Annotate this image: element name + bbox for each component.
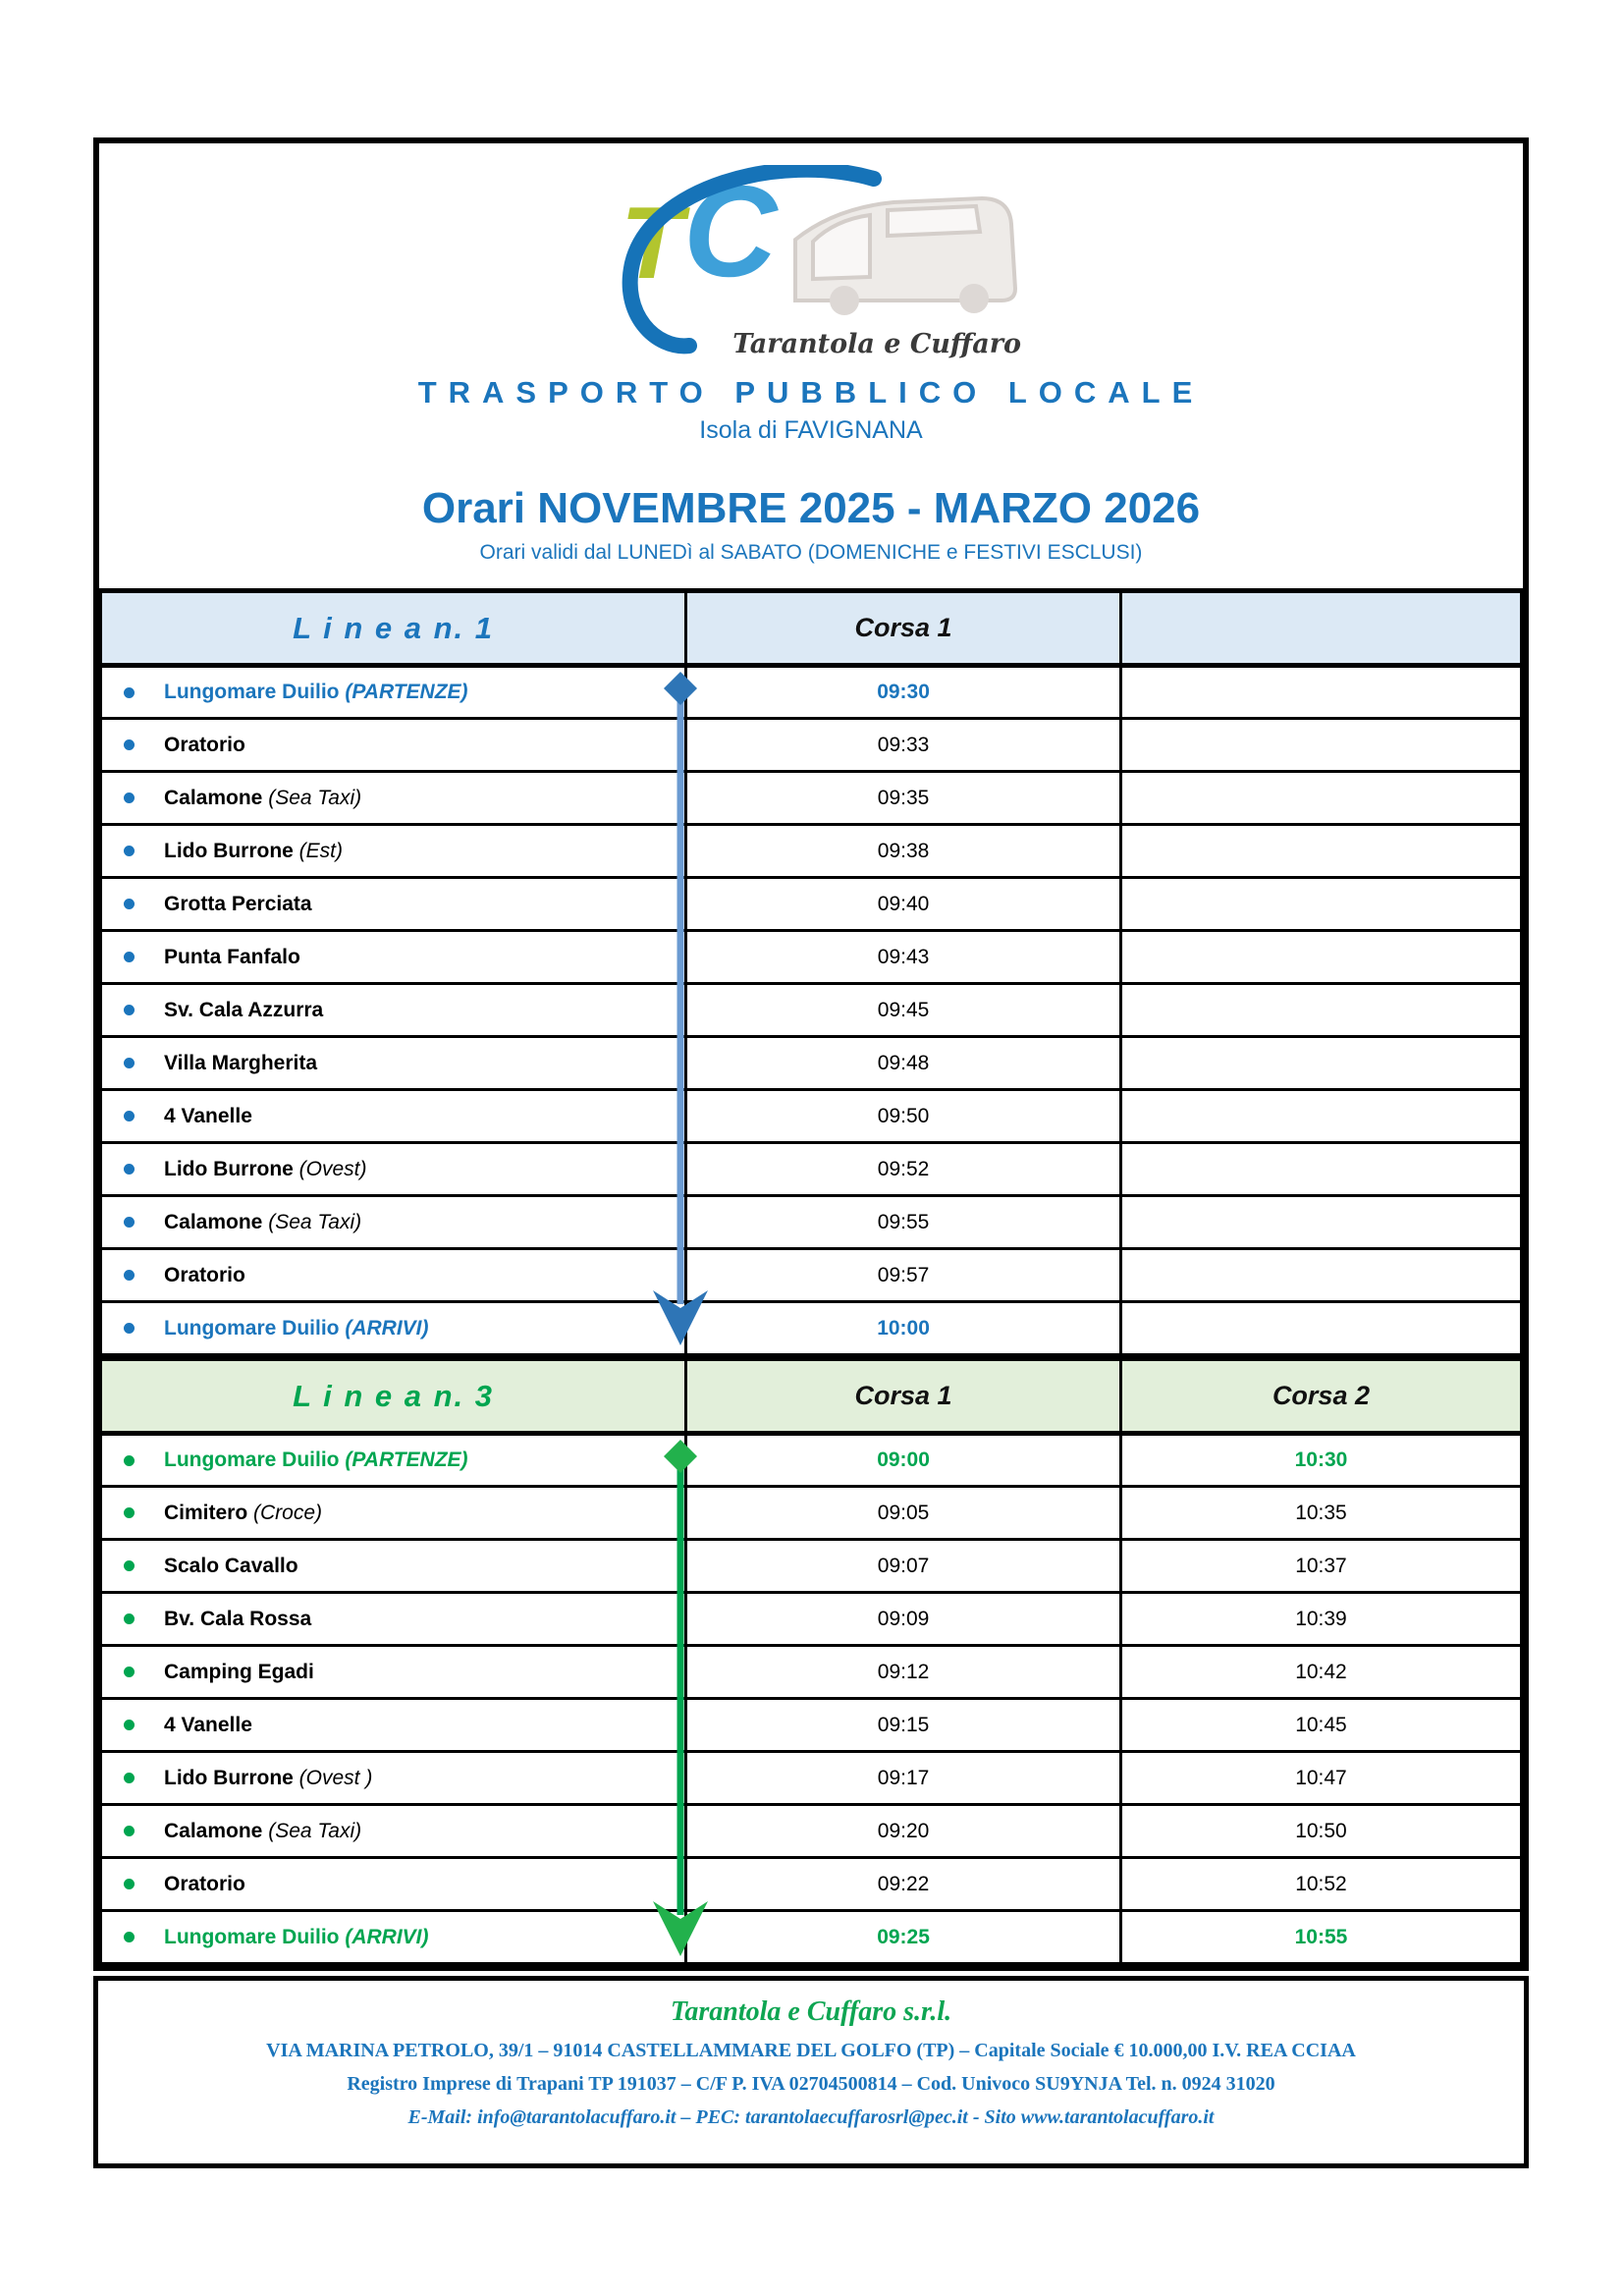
stop-bullet-icon	[124, 1323, 135, 1334]
table-row	[101, 1302, 1522, 1355]
stop-bullet-icon	[124, 1507, 135, 1518]
stop-cell	[101, 1302, 686, 1355]
time-cell	[1120, 1037, 1521, 1090]
table-row	[101, 1249, 1522, 1302]
time-cell: 10:39	[1120, 1593, 1521, 1646]
time-cell	[1120, 1090, 1521, 1143]
table-row	[101, 1143, 1522, 1196]
stop-name: Villa Margherita	[164, 1051, 318, 1074]
stop-bullet-icon	[124, 1560, 135, 1571]
time-cell: 09:05	[686, 1487, 1121, 1540]
logo-letter-t: T	[621, 187, 683, 301]
main-content-box	[93, 137, 1529, 1971]
time-cell	[1120, 984, 1521, 1037]
table-row	[101, 666, 1522, 719]
stop-name: Lungomare Duilio	[164, 1925, 340, 1948]
stop-note: (ARRIVI)	[339, 1316, 429, 1339]
stop-bullet-icon	[124, 952, 135, 962]
stop-bullet-icon	[124, 1773, 135, 1783]
stop-note: (Sea Taxi)	[262, 786, 362, 809]
stop-bullet-icon	[124, 1058, 135, 1068]
table-row	[101, 1858, 1522, 1911]
stop-name: Lungomare Duilio	[164, 1316, 340, 1339]
stop-note: (Ovest)	[293, 1157, 367, 1180]
stop-bullet-icon	[124, 739, 135, 750]
stop-cell	[101, 1249, 686, 1302]
time-cell: 10:30	[1120, 1434, 1521, 1487]
time-cell: 10:52	[1120, 1858, 1521, 1911]
time-cell	[1120, 1249, 1521, 1302]
stop-cell	[101, 1487, 686, 1540]
time-cell: 09:00	[686, 1434, 1121, 1487]
table-row	[101, 719, 1522, 772]
corsa-2-header: Corsa 2	[1120, 1359, 1521, 1434]
stop-bullet-icon	[124, 1455, 135, 1466]
line-name-header: L i n e a n. 3	[101, 1359, 686, 1434]
stop-name: Calamone	[164, 1819, 263, 1842]
stop-cell	[101, 772, 686, 825]
time-cell	[1120, 1196, 1521, 1249]
linea-3-table	[99, 1356, 1523, 1965]
stop-name: 4 Vanelle	[164, 1713, 252, 1736]
time-cell: 10:47	[1120, 1752, 1521, 1805]
stop-bullet-icon	[124, 1667, 135, 1677]
table-row	[101, 1434, 1522, 1487]
stop-bullet-icon	[124, 793, 135, 803]
stop-name: Lungomare Duilio	[164, 681, 340, 703]
empty-header	[1120, 591, 1521, 666]
time-cell	[1120, 666, 1521, 719]
time-cell: 09:48	[686, 1037, 1121, 1090]
stop-bullet-icon	[124, 1270, 135, 1281]
time-cell: 09:45	[686, 984, 1121, 1037]
schedule-period-title: Orari NOVEMBRE 2025 - MARZO 2026	[421, 484, 1201, 532]
stop-note: (PARTENZE)	[339, 681, 468, 703]
stop-note: (Ovest )	[293, 1766, 373, 1789]
time-cell: 09:40	[686, 878, 1121, 931]
stop-cell	[101, 1805, 686, 1858]
stop-cell	[101, 825, 686, 878]
stop-cell	[101, 719, 686, 772]
stop-cell	[101, 1858, 686, 1911]
stop-cell	[101, 1646, 686, 1699]
stop-name: Sv. Cala Azzurra	[164, 998, 324, 1021]
time-cell: 09:35	[686, 772, 1121, 825]
stop-name: Oratorio	[164, 1263, 245, 1286]
stop-name: Lido Burrone	[164, 839, 294, 862]
stop-note: (Sea Taxi)	[262, 1819, 362, 1842]
stop-bullet-icon	[124, 1826, 135, 1836]
footer-company-name: Tarantola e Cuffaro s.r.l.	[670, 1996, 952, 2027]
footer-address-line: VIA MARINA PETROLO, 39/1 – 91014 CASTELLAMMARE DEL GOLFO (TP) – Capitale Sociale € 10.000,00 I.V. REA CCIAA	[266, 2040, 1356, 2061]
stop-note: (Sea Taxi)	[262, 1210, 362, 1233]
stop-name: Oratorio	[164, 1872, 245, 1895]
stop-cell	[101, 1037, 686, 1090]
stop-bullet-icon	[124, 1613, 135, 1624]
table-row	[101, 1090, 1522, 1143]
time-cell: 09:09	[686, 1593, 1121, 1646]
time-cell: 09:52	[686, 1143, 1121, 1196]
stop-cell	[101, 1143, 686, 1196]
stop-bullet-icon	[124, 687, 135, 698]
service-subtitle: Isola di FAVIGNANA	[699, 416, 923, 444]
stop-name: Punta Fanfalo	[164, 945, 300, 968]
footer-registry-line: Registro Imprese di Trapani TP 191037 – C/F P. IVA 02704500814 – Cod. Univoco SU9YNJA Tel. n. 0924 31020	[347, 2073, 1275, 2095]
validity-note: Orari validi dal LUNEDì al SABATO (DOMENICHE e FESTIVI ESCLUSI)	[479, 541, 1143, 564]
time-cell	[1120, 772, 1521, 825]
time-cell	[1120, 719, 1521, 772]
line-name-header: L i n e a n. 1	[101, 591, 686, 666]
company-logo	[595, 159, 1027, 359]
stop-name: Calamone	[164, 1210, 263, 1233]
table-row	[101, 1593, 1522, 1646]
stop-cell	[101, 984, 686, 1037]
stop-name: Lido Burrone	[164, 1766, 294, 1789]
stop-bullet-icon	[124, 1005, 135, 1015]
table-row	[101, 931, 1522, 984]
stop-note: (Est)	[293, 839, 343, 862]
table-row	[101, 878, 1522, 931]
time-cell: 10:35	[1120, 1487, 1521, 1540]
linea-1-section	[99, 588, 1523, 1356]
page-header	[99, 159, 1523, 565]
time-cell	[1120, 931, 1521, 984]
time-cell: 10:45	[1120, 1699, 1521, 1752]
table-row	[101, 1805, 1522, 1858]
linea-1-table	[99, 588, 1523, 1356]
logo-letter-c: C	[683, 159, 778, 303]
linea-3-section	[99, 1356, 1523, 1965]
time-cell	[1120, 825, 1521, 878]
time-cell: 09:17	[686, 1752, 1121, 1805]
corsa-1-header: Corsa 1	[686, 1359, 1121, 1434]
time-cell: 09:12	[686, 1646, 1121, 1699]
table-row	[101, 1699, 1522, 1752]
stop-name: Lungomare Duilio	[164, 1449, 340, 1471]
time-cell: 09:25	[686, 1911, 1121, 1964]
stop-cell	[101, 1911, 686, 1964]
stop-note: (ARRIVI)	[339, 1925, 429, 1948]
table-row	[101, 825, 1522, 878]
time-cell: 09:20	[686, 1805, 1121, 1858]
stop-bullet-icon	[124, 1879, 135, 1889]
stop-bullet-icon	[124, 1720, 135, 1730]
table-row	[101, 1037, 1522, 1090]
stop-cell	[101, 1699, 686, 1752]
stop-cell	[101, 1196, 686, 1249]
time-cell: 09:43	[686, 931, 1121, 984]
table-row	[101, 772, 1522, 825]
time-cell: 10:00	[686, 1302, 1121, 1355]
linea-3-header-row	[101, 1359, 1522, 1434]
stop-name: Scalo Cavallo	[164, 1554, 298, 1577]
stop-cell	[101, 1752, 686, 1805]
logo-tagline: Tarantola e Cuffaro	[732, 329, 1021, 359]
table-row	[101, 984, 1522, 1037]
time-cell	[1120, 1302, 1521, 1355]
service-title: TRASPORTO PUBBLICO LOCALE	[417, 375, 1205, 410]
stop-note: (Croce)	[247, 1501, 323, 1524]
stop-note: (PARTENZE)	[339, 1449, 468, 1471]
time-cell: 09:15	[686, 1699, 1121, 1752]
time-cell: 09:50	[686, 1090, 1121, 1143]
table-row	[101, 1646, 1522, 1699]
footer-contacts-line: E-Mail: info@tarantolacuffaro.it – PEC: tarantolaecuffarosrl@pec.it - Sito www.tarantolacuffaro.it	[407, 2106, 1215, 2128]
linea-1-header-row	[101, 591, 1522, 666]
time-cell: 09:57	[686, 1249, 1121, 1302]
time-cell: 09:55	[686, 1196, 1121, 1249]
stop-cell	[101, 878, 686, 931]
stop-bullet-icon	[124, 1164, 135, 1175]
stop-cell	[101, 666, 686, 719]
time-cell: 10:42	[1120, 1646, 1521, 1699]
time-cell: 09:33	[686, 719, 1121, 772]
table-row	[101, 1196, 1522, 1249]
time-cell: 10:37	[1120, 1540, 1521, 1593]
stop-bullet-icon	[124, 1217, 135, 1228]
stop-name: 4 Vanelle	[164, 1104, 252, 1127]
time-cell: 09:30	[686, 666, 1121, 719]
stop-name: Oratorio	[164, 733, 245, 756]
stop-name: Lido Burrone	[164, 1157, 294, 1180]
time-cell: 09:22	[686, 1858, 1121, 1911]
table-row	[101, 1540, 1522, 1593]
stop-name: Grotta Perciata	[164, 892, 312, 915]
table-row	[101, 1752, 1522, 1805]
stop-name: Calamone	[164, 786, 263, 809]
table-row	[101, 1911, 1522, 1964]
stop-name: Bv. Cala Rossa	[164, 1607, 312, 1630]
stop-bullet-icon	[124, 1111, 135, 1121]
footer-box	[93, 1976, 1529, 2168]
time-cell: 10:50	[1120, 1805, 1521, 1858]
stop-cell	[101, 1090, 686, 1143]
time-cell	[1120, 1143, 1521, 1196]
time-cell: 09:38	[686, 825, 1121, 878]
stop-bullet-icon	[124, 899, 135, 909]
stop-bullet-icon	[124, 1932, 135, 1942]
stop-cell	[101, 1540, 686, 1593]
table-row	[101, 1487, 1522, 1540]
stop-cell	[101, 1593, 686, 1646]
time-cell	[1120, 878, 1521, 931]
time-cell: 10:55	[1120, 1911, 1521, 1964]
corsa-1-header: Corsa 1	[686, 591, 1121, 666]
stop-cell	[101, 931, 686, 984]
time-cell: 09:07	[686, 1540, 1121, 1593]
stop-name: Cimitero	[164, 1501, 248, 1524]
stop-cell	[101, 1434, 686, 1487]
stop-name: Camping Egadi	[164, 1660, 314, 1683]
stop-bullet-icon	[124, 846, 135, 856]
